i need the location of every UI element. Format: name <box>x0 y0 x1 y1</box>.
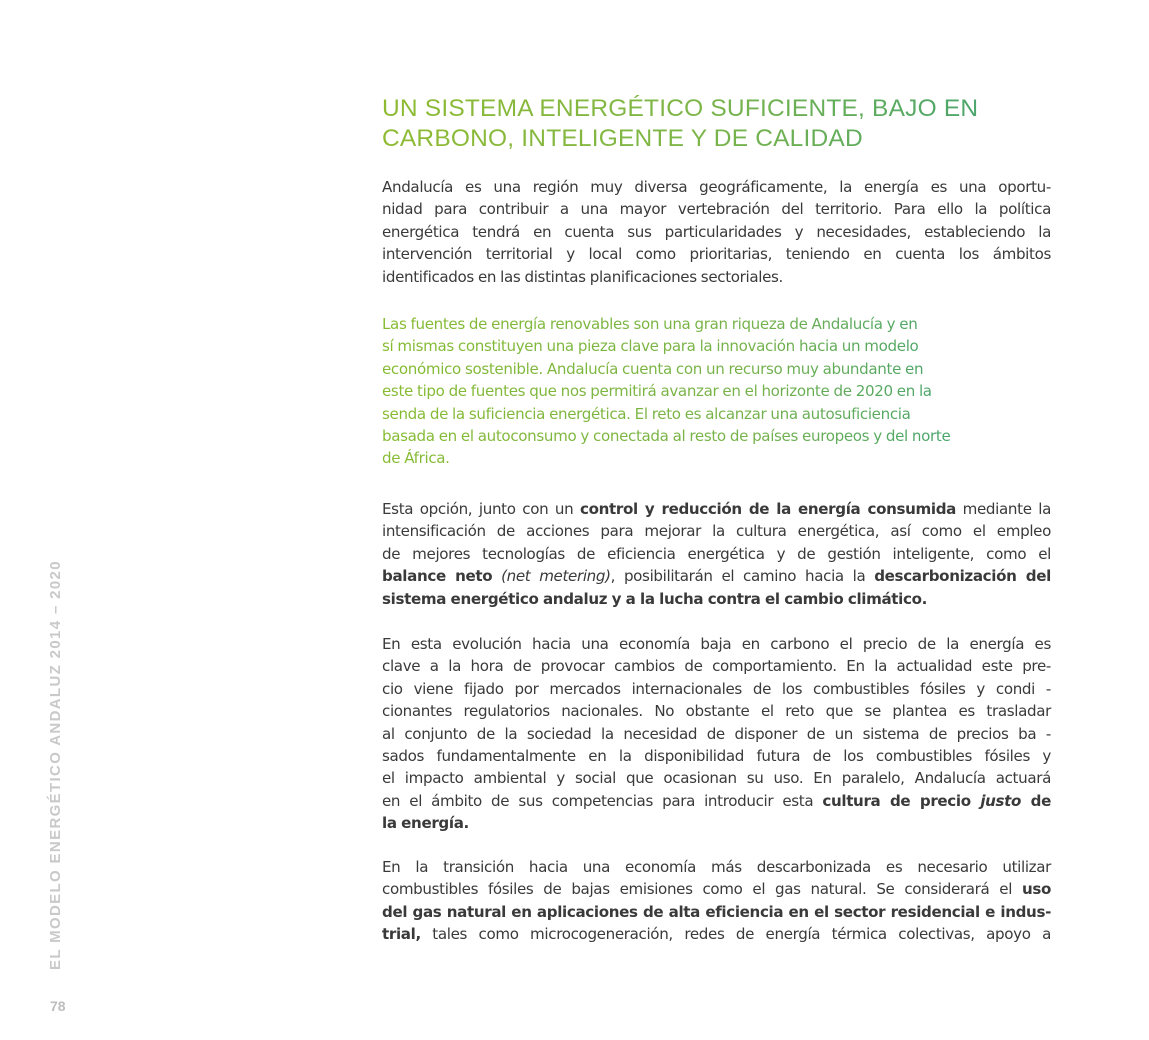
text-line: En la transición hacia una economía más descarbonizada es necesario utilizar <box>382 858 1051 876</box>
text-line: energética tendrá en cuenta sus particularidades y necesidades, estableciendo la <box>382 222 1051 241</box>
text-line <box>382 588 1051 610</box>
bold-phrase: de <box>1021 791 1051 810</box>
text-line: Las fuentes de energía renovables son una gran riqueza de Andalucía y en <box>382 315 918 333</box>
text-run: mediante la <box>956 500 1052 518</box>
text-line: cionantes regulatorios nacionales. No obstante el reto que se plantea es trasladar <box>382 702 1051 721</box>
text-line: el impacto ambiental y social que ocasionan su uso. En paralelo, Andalucía actuará <box>382 769 1051 788</box>
bold-phrase: cultura de precio <box>822 791 981 810</box>
text-line: sí mismas constituyen una pieza clave para la innovación hacia un modelo <box>382 337 919 356</box>
bold-phrase: control y reducción de la energía consumida <box>580 500 957 518</box>
page-number: 78 <box>50 998 66 1014</box>
text-line: Andalucía es una región muy diversa geográficamente, la energía es una oportu- <box>382 178 1051 196</box>
text-line: de mejores tecnologías de eficiencia energética y de gestión inteligente, como el <box>382 544 1051 563</box>
text-line <box>382 878 1051 900</box>
bold-phrase: la energía. <box>382 814 469 833</box>
text-line: nidad para contribuir a una mayor vertebración del territorio. Para ello la política <box>382 200 1051 219</box>
text-line: senda de la suficiencia energética. El reto es alcanzar una autosuficiencia <box>382 404 911 423</box>
text-line: En esta evolución hacia una economía baja en carbono el precio de la energía es <box>382 635 1051 653</box>
italic-phrase: (net metering) <box>492 567 611 586</box>
text-line: clave a la hora de provocar cambios de comportamiento. En la actualidad este pre- <box>382 657 1051 676</box>
text-line: basada en el autoconsumo y conectada al resto de países europeos y del norte <box>382 427 951 446</box>
bold-phrase: sistema energético andaluz y a la lucha contra el cambio climático. <box>382 589 927 608</box>
paragraph-highlight-renewables <box>382 313 1051 470</box>
text-line: de África. <box>382 449 450 468</box>
paragraph-intro <box>382 176 1051 288</box>
text-line: este tipo de fuentes que nos permitirá avanzar en el horizonte de 2020 en la <box>382 382 932 401</box>
text-line <box>382 565 1051 587</box>
bold-phrase: uso <box>1021 880 1051 899</box>
paragraph-energy-price <box>382 633 1051 835</box>
text-run: combustibles fósiles de bajas emisiones como el gas natural. Se considerará el <box>382 880 1022 899</box>
text-run: , posibilitarán el camino hacia la <box>610 567 875 586</box>
text-run: en el ámbito de sus competencias para introducir esta <box>382 791 823 810</box>
text-line <box>382 498 1051 520</box>
text-run: tales como microcogeneración, redes de energía térmica colectivas, apoyo a <box>420 925 1051 944</box>
page-title <box>382 94 1082 154</box>
bold-italic-phrase <box>980 792 1021 810</box>
italic-phrase: justo <box>980 791 1022 810</box>
text-line: identificados en las distintas planificaciones sectoriales. <box>382 267 783 286</box>
text-line <box>382 923 1051 945</box>
bold-phrase: trial, <box>382 925 421 944</box>
running-title: EL MODELO ENERGÉTICO ANDALUZ 2014 – 2020 <box>47 560 64 970</box>
text-line <box>382 901 1051 923</box>
text-line: cio viene fijado por mercados internacionales de los combustibles fósiles y condi - <box>382 679 1051 698</box>
bold-phrase: descarbonización del <box>874 567 1051 586</box>
bold-phrase: balance neto <box>382 567 493 586</box>
paragraph-natural-gas <box>382 856 1051 946</box>
text-line: sados fundamentalmente en la disponibilidad futura de los combustibles fósiles y <box>382 747 1051 766</box>
paragraph-control-reduction <box>382 498 1051 610</box>
title-line-1: UN SISTEMA ENERGÉTICO SUFICIENTE, BAJO EN <box>382 95 979 122</box>
text-line: intensificación de acciones para mejorar la cultura energética, así como el empleo <box>382 522 1051 541</box>
text-line <box>382 812 1051 834</box>
text-run: Esta opción, junto con un <box>382 500 580 518</box>
title-line-2: CARBONO, INTELIGENTE Y DE CALIDAD <box>382 125 863 152</box>
text-line: al conjunto de la sociedad la necesidad de disponer de un sistema de precios ba - <box>382 724 1051 743</box>
bold-phrase: del gas natural en aplicaciones de alta eficiencia en el sector residencial e indus- <box>382 902 1051 921</box>
text-line: intervención territorial y local como prioritarias, teniendo en cuenta los ámbitos <box>382 245 1051 264</box>
text-line: económico sostenible. Andalucía cuenta con un recurso muy abundante en <box>382 359 924 378</box>
text-line <box>382 790 1051 812</box>
